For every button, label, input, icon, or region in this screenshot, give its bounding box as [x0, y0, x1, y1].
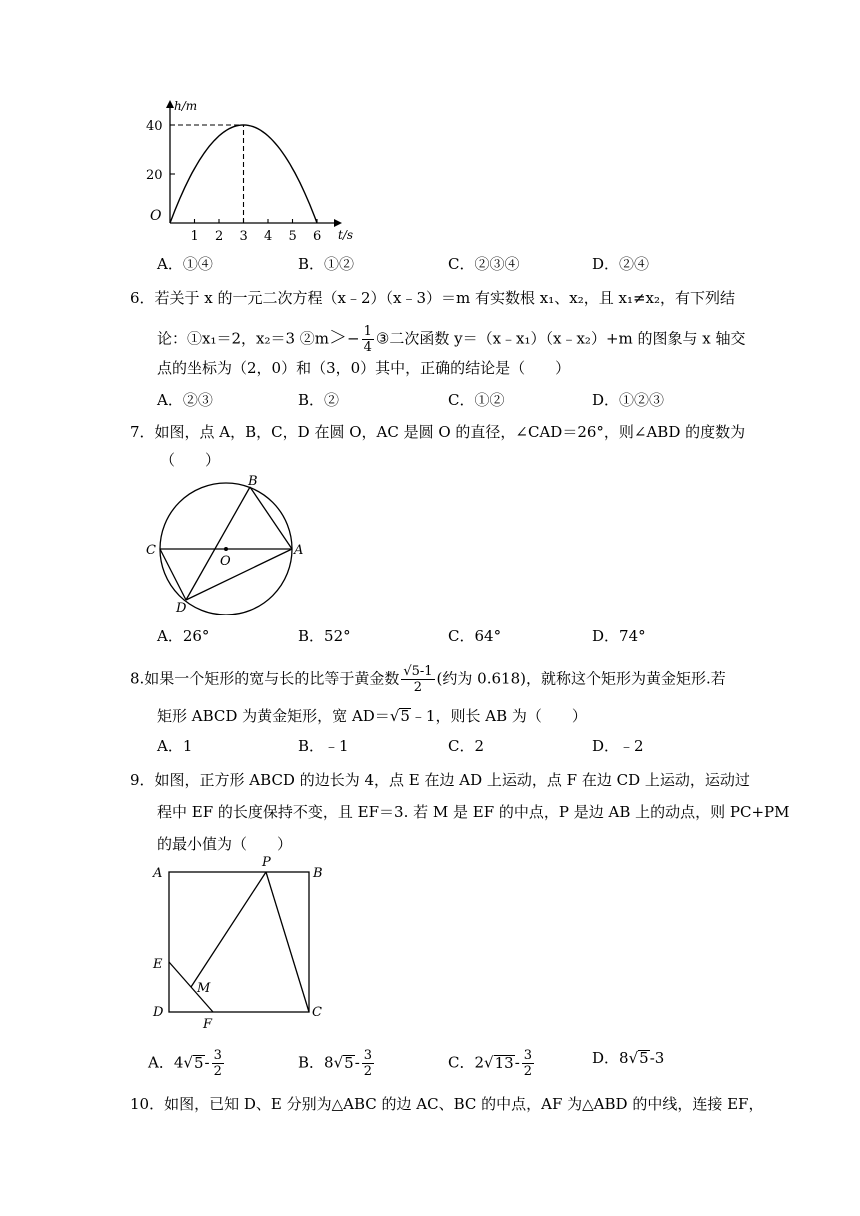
q6-option-a[interactable]: A．②③	[157, 391, 213, 409]
q8-frac-num: √5-1	[403, 664, 433, 679]
q9-option-a-den: 2	[213, 1064, 222, 1079]
x-tick-label-5: 5	[288, 229, 297, 244]
q9-text-line3: 的最小值为（ ）	[157, 835, 293, 853]
q7-text-line1: 7．如图，点 A，B，C，D 在圆 O，AC 是圆 O 的直径，∠CAD＝26°，则∠ABD 的度数为	[130, 423, 746, 441]
label-m: M	[197, 981, 211, 996]
q6-text-line2	[157, 324, 746, 355]
q9-option-c-coef: 2	[474, 1053, 485, 1072]
q6-neg-sign: −	[347, 329, 360, 348]
q8-line2-a: 矩形 ABCD 为黄金矩形，宽 AD＝	[157, 707, 390, 725]
origin-label: O	[150, 208, 162, 224]
q5-option-a[interactable]: A．①④	[157, 255, 213, 273]
q9-option-a-frac	[212, 1048, 224, 1079]
height-time-chart	[140, 96, 355, 246]
q6-fraction	[362, 324, 374, 355]
q9-option-c[interactable]: C．2√13- $\frac{3}{2}$	[448, 1048, 533, 1079]
x-tick-label-2: 2	[215, 229, 224, 244]
q9-option-b[interactable]: B．8√5- $\frac{3}{2}$	[298, 1048, 373, 1079]
chart-axes	[166, 100, 342, 227]
q6-text-line1: 6．若关于 x 的一元二次方程（x﹣2）（x﹣3）＝m 有实数根 x₁、x₂，且 x₁≠x₂，有下列结	[130, 289, 736, 307]
q8-text-line1	[130, 664, 726, 695]
q7-option-a[interactable]: A．26°	[157, 627, 210, 645]
q9-option-a-coef: 4	[173, 1053, 184, 1072]
label-d: D	[153, 1005, 164, 1020]
q7-text-line2: （ ）	[160, 451, 221, 469]
square-figure	[145, 850, 345, 1035]
y-tick-label-20: 20	[146, 168, 163, 183]
q10-text-line1: 10．如图，已知 D、E 分别为△ABC 的边 AC、BC 的中点，AF 为△ABD 的中线，连接 EF，	[130, 1095, 764, 1113]
y-tick-label-40: 40	[146, 119, 163, 134]
circle-figure	[140, 470, 320, 615]
q9-option-d[interactable]: D．8√5-3	[592, 1049, 665, 1067]
label-o: O	[220, 554, 231, 569]
x-tick-label-6: 6	[313, 229, 322, 244]
q7-option-c[interactable]: C．64°	[448, 627, 502, 645]
q9-option-d-coef: 8	[619, 1049, 629, 1067]
q8-line2-b: ﹣1，则长 AB 为（ ）	[410, 707, 587, 725]
q8-line1-a: 8.如果一个矩形的宽与长的比等于黄金数	[130, 669, 400, 688]
q6-text-line3: 点的坐标为（2，0）和（3，0）其中，正确的结论是（ ）	[157, 359, 571, 377]
q9-option-c-label: C．	[448, 1053, 475, 1072]
q8-text-line2: 矩形 ABCD 为黄金矩形，宽 AD＝√5﹣1，则长 AB 为（ ）	[157, 707, 587, 725]
q9-option-c-num: 3	[523, 1048, 533, 1063]
q9-option-c-rad: 13	[494, 1053, 514, 1072]
q8-option-d[interactable]: D．﹣2	[592, 737, 644, 755]
x-tick-label-4: 4	[264, 229, 273, 244]
q9-option-a-rad: 5	[193, 1053, 204, 1072]
x-axis-arrow	[334, 219, 342, 227]
q8-golden-fraction	[401, 664, 434, 695]
chord-bd	[186, 487, 250, 600]
q8-radicand: 5	[400, 707, 410, 725]
q6-option-d[interactable]: D．①②③	[592, 391, 665, 409]
q9-option-a-num: 3	[213, 1048, 222, 1063]
label-b: B	[248, 474, 258, 489]
label-c: C	[312, 1005, 322, 1020]
q6-gt-sign: ＞	[329, 327, 348, 349]
chart-series	[170, 125, 317, 223]
q6-frac-den: 4	[363, 340, 372, 355]
label-a: A	[153, 866, 163, 881]
q9-option-b-num: 3	[363, 1048, 373, 1063]
q9-option-a[interactable]: A．4√5- $\frac{3}{2}$	[148, 1048, 222, 1079]
x-tick-label-1: 1	[190, 229, 199, 244]
q5-option-b[interactable]: B．①②	[298, 255, 355, 273]
q5-option-d[interactable]: D．②④	[592, 255, 650, 273]
center-dot	[224, 547, 228, 551]
q6-option-c[interactable]: C．①②	[448, 391, 505, 409]
q9-option-d-rad: 5	[639, 1049, 649, 1067]
label-d: D	[176, 601, 187, 615]
label-p: P	[262, 855, 271, 870]
q9-option-c-den: 2	[523, 1064, 533, 1079]
q9-option-b-frac	[362, 1048, 374, 1079]
q6-option-b[interactable]: B．②	[298, 391, 340, 409]
segment-pm	[191, 872, 266, 987]
q9-option-d-label: D．	[592, 1049, 620, 1067]
x-axis-title: t/s	[338, 228, 354, 242]
segment-pc	[266, 872, 309, 1012]
q6-line2-b: ③二次函数 y＝（x﹣x₁）（x﹣x₂）+m 的图象与 x 轴交	[375, 329, 746, 348]
y-axis-title: h/m	[174, 99, 198, 113]
label-e: E	[153, 957, 163, 972]
q9-option-b-rad: 5	[344, 1053, 354, 1072]
chart-labels	[146, 99, 353, 244]
q8-option-b[interactable]: B．﹣1	[298, 737, 349, 755]
q9-text-line2: 程中 EF 的长度保持不变，且 EF＝3. 若 M 是 EF 的中点，P 是边 AB 上的动点，则 PC+PM	[157, 803, 790, 821]
x-tick-label-3: 3	[239, 229, 248, 244]
q5-option-c[interactable]: C．②③④	[448, 255, 520, 273]
q8-option-a[interactable]: A．1	[157, 737, 193, 755]
chord-ba	[250, 487, 292, 549]
q9-option-b-coef: 8	[324, 1053, 334, 1072]
q8-line1-b: (约为 0.618)，就称这个矩形为黄金矩形.若	[436, 669, 726, 688]
label-a: A	[294, 543, 304, 558]
q8-option-c[interactable]: C．2	[448, 737, 485, 755]
q9-option-a-label: A．	[148, 1053, 174, 1072]
label-c: C	[146, 543, 156, 558]
q7-option-b[interactable]: B．52°	[298, 627, 351, 645]
q9-option-b-label: B．	[298, 1053, 325, 1072]
q9-option-d-tail: -3	[649, 1049, 665, 1067]
y-axis-arrow	[166, 100, 174, 108]
q6-line2-a: 论：①x₁＝2，x₂＝3 ②m	[157, 329, 330, 348]
q9-option-c-frac	[522, 1048, 534, 1079]
q6-frac-num: 1	[363, 324, 372, 339]
q7-option-d[interactable]: D．74°	[592, 627, 646, 645]
q9-option-b-den: 2	[363, 1064, 373, 1079]
label-f: F	[203, 1017, 213, 1032]
q8-frac-den: 2	[413, 680, 423, 695]
q9-text-line1: 9．如图，正方形 ABCD 的边长为 4，点 E 在边 AD 上运动，点 F 在边 CD 上运动，运动过	[130, 771, 750, 789]
chord-cd	[160, 549, 186, 600]
label-b: B	[313, 866, 323, 881]
